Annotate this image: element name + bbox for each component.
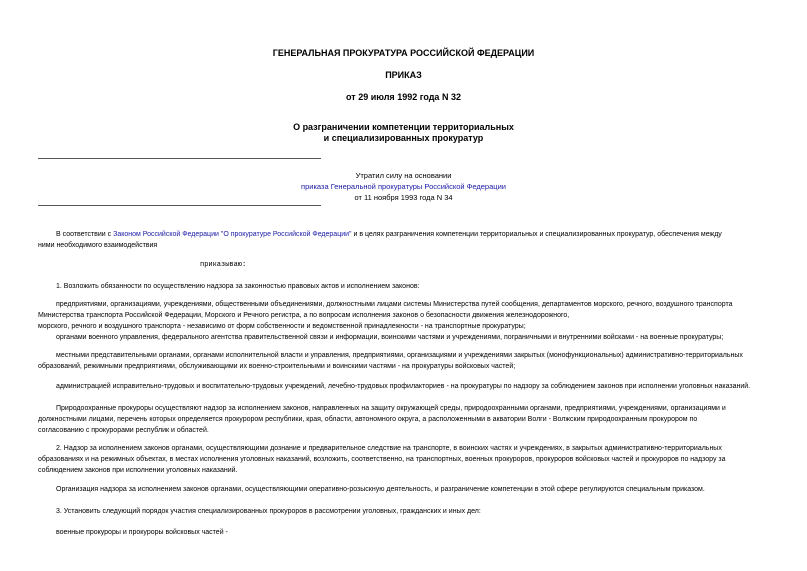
- p9-text: военные прокуроры и прокуроры войсковых частей -: [56, 529, 228, 536]
- p5-line-2: должностными лицами, перечень которых определяется прокурором республики, края, области, автономного округа, а расположенными в акватории Волги - Волжским природоохранным прокурором по: [38, 416, 698, 423]
- paragraph-7: [38, 484, 768, 495]
- org-heading: ГЕНЕРАЛЬНАЯ ПРОКУРАТУРА РОССИЙСКОЙ ФЕДЕРАЦИИ: [272, 48, 535, 58]
- p3-line-2: образований, режимными предприятиями, обслуживающими их военно-строительными и воинскими частями - на прокуратуры войсковых частей;: [38, 363, 516, 370]
- paragraph-9: [38, 527, 768, 538]
- p4-text: администрацией исправительно-трудовых и воспитательно-трудовых учреждений, лечебно-трудовых профилакториев - на прокуратуры по надзору за соблюдением законов при исполнении уголовных наказаний.: [56, 383, 751, 390]
- p2-line-3: морского, речного и воздушного транспорта - независимо от форм собственности и ведомственной принадлежности - на транспортные прокуратуры;: [38, 323, 526, 330]
- paragraph-6: [38, 443, 768, 476]
- repeal-order-link[interactable]: приказа Генеральной прокуратуры Российской Федерации: [301, 182, 506, 191]
- p2-line-2: Министерства транспорта Российской Федерации, Морского и Речного регистра, а по вопросам исполнения законов о безопасности движения железнодорожного,: [38, 312, 570, 319]
- p6-line-2: образованиях и на режимных объектах, в местах исполнения уголовных наказаний, возложить, соответственно, на транспортных, военных прокуроров, прокуроров войсковых частей и прокуроров по надзору за: [38, 456, 726, 463]
- p3-line-1: местными представительными органами, органами исполнительной власти и управления, предприятиями, организациями и учреждениями закрытых (монофункциональных) административно-территориальных: [56, 352, 743, 359]
- paragraph-4: [38, 381, 768, 392]
- paragraph-8: [38, 506, 768, 517]
- p7-text: Организация надзора за исполнением законов органами, осуществляющими оперативно-розыскную деятельность, и разграничение компетенции в этой сфере регулируются специальным приказом.: [56, 486, 705, 493]
- p5-line-3: согласованию с прокурорами республик и областей.: [38, 427, 209, 434]
- status-note-line-3: от 11 ноября 1993 года N 34: [354, 193, 453, 202]
- title-line-2: и специализированных прокуратур: [323, 133, 484, 143]
- p6-line-1: 2. Надзор за исполнением законов органами, осуществляющими дознание и предварительное следствие на транспорте, в воинских частях и учреждениях, в закрытых административно-территориальных: [56, 445, 722, 452]
- p2-line-1: предприятиями, организациями, учреждениями, общественными объединениями, должностными лицами системы Министерства путей сообщения, департаментов морского, речного, воздушного транспорта: [56, 301, 733, 308]
- order-word: приказываю:: [200, 261, 247, 269]
- p2-line-4: органами военного управления, федерального агентства правительственной связи и информации, воинскими частями и учреждениями, пограничными и внутренними войсками - на военные прокуратуры;: [56, 334, 724, 341]
- paragraph-3: [38, 350, 768, 372]
- p5-line-1: Природоохранные прокуроры осуществляют надзор за исполнением законов, направленных на защиту окружающей среды, природоохранными органами, предприятиями, учреждениями, организациями и: [56, 405, 726, 412]
- law-link[interactable]: Законом Российской Федерации "О прокуратуре Российской Федерации": [113, 231, 352, 238]
- title-line-1: О разграничении компетенции территориальных: [293, 122, 514, 132]
- top-rule: [38, 158, 321, 159]
- date-number-heading: от 29 июля 1992 года N 32: [346, 92, 461, 102]
- p8-text: 3. Установить следующий порядок участия специализированных прокуроров в рассмотрении уголовных, гражданских и иных дел:: [56, 508, 481, 515]
- status-note-line-2: [0, 181, 807, 192]
- intro-prefix: В соответствии с: [56, 231, 114, 238]
- p6-line-3: соблюдением законов при исполнении уголовных наказаний.: [38, 467, 238, 474]
- bottom-rule: [38, 205, 321, 206]
- intro-line-2: ними необходимого взаимодействия: [38, 242, 158, 249]
- paragraph-5: [38, 403, 768, 436]
- doc-type-heading: ПРИКАЗ: [385, 70, 422, 80]
- intro-suffix: и в целях разграничения компетенции территориальных и специализированных прокуратур, обеспечения между: [351, 231, 722, 238]
- p1-text: 1. Возложить обязанности по осуществлению надзора за законностью правовых актов и исполнением законов:: [56, 283, 420, 290]
- paragraph-1: [38, 281, 768, 292]
- paragraph-2: [38, 299, 768, 343]
- intro-paragraph: [38, 229, 768, 251]
- status-note-line-1: Утратил силу на основании: [355, 171, 452, 180]
